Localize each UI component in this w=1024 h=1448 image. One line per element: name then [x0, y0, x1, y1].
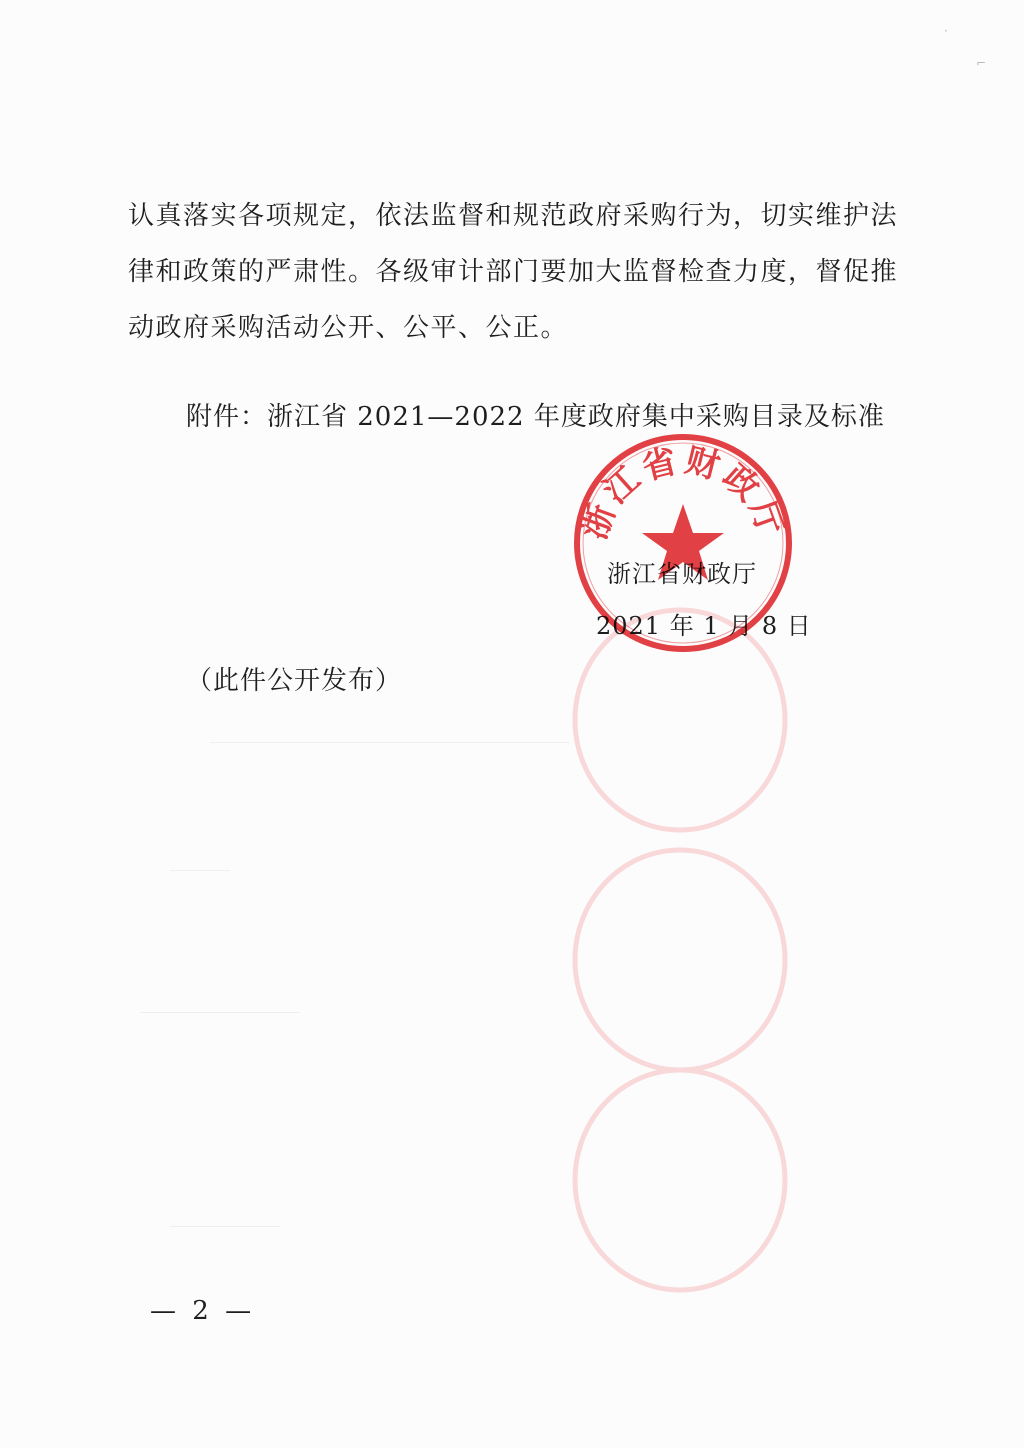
- star-icon: [642, 504, 724, 580]
- body-line: 律和政策的严肃性。各级审计部门要加大监督检查力度，督促推: [128, 257, 899, 287]
- faded-seal-impression: [560, 600, 800, 1300]
- public-release-note: （此件公开发布）: [186, 666, 403, 696]
- bleed-through-line: [140, 1012, 300, 1013]
- bleed-through-line: [210, 742, 570, 743]
- official-seal: [572, 432, 794, 654]
- attachment-line: 附件：浙江省 2021—2022 年度政府集中采购目录及标准: [186, 402, 885, 432]
- bleed-through-line: [170, 870, 230, 871]
- bleed-through-line: [170, 1226, 280, 1227]
- seal-text: 浙江省财政厅: [574, 440, 792, 545]
- body-paragraph: [128, 188, 898, 356]
- scan-speck: ⌐: [976, 56, 987, 70]
- body-line: 动政府采购活动公开、公平、公正。: [128, 313, 569, 343]
- page-number: — 2 —: [150, 1296, 256, 1326]
- issue-date: 2021 年 1 月 8 日: [596, 612, 812, 640]
- body-line: 认真落实各项规定，依法监督和规范政府采购行为，切实维护法: [128, 201, 899, 231]
- scan-speck: ·: [944, 24, 948, 38]
- issuer-name: 浙江省财政厅: [607, 560, 757, 588]
